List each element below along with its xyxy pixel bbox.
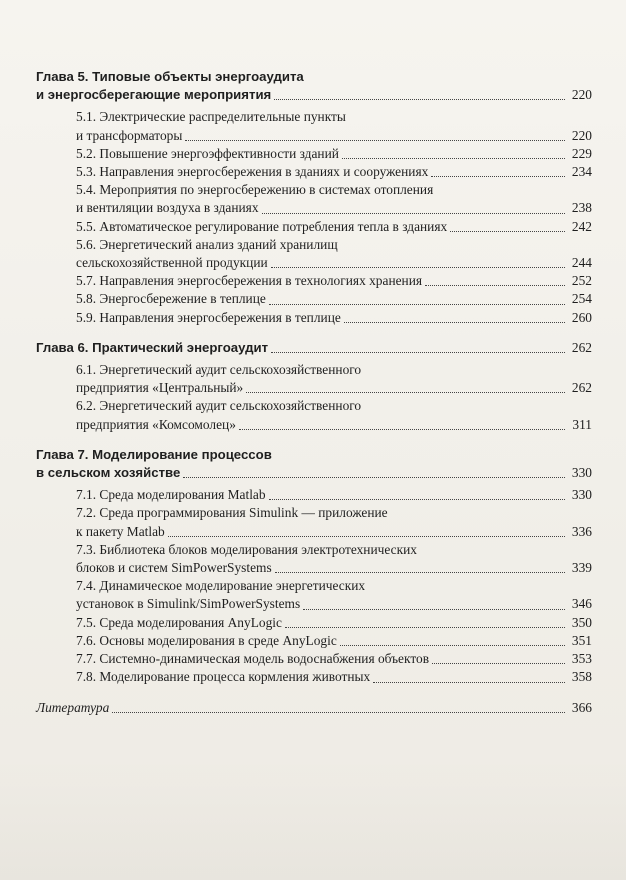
chapter-title-line bbox=[36, 86, 592, 104]
leader-dots bbox=[262, 213, 565, 214]
leader-dots bbox=[274, 99, 565, 100]
chapter-heading bbox=[36, 446, 592, 482]
section-line bbox=[36, 361, 592, 379]
chapter-title-text: в сельском хозяйстве bbox=[36, 465, 181, 481]
section-line bbox=[36, 127, 592, 145]
table-of-contents bbox=[36, 68, 592, 729]
section-entry bbox=[36, 181, 592, 217]
section-text: 5.6. Энергетический анализ зданий хранилищ bbox=[76, 236, 338, 252]
section-line bbox=[36, 541, 592, 559]
section-entry bbox=[36, 614, 592, 632]
leader-dots bbox=[183, 477, 565, 478]
leader-dots bbox=[168, 536, 565, 537]
literature-entry bbox=[36, 699, 592, 717]
section-entry bbox=[36, 504, 592, 540]
page-number: 353 bbox=[571, 651, 592, 667]
literature-line bbox=[36, 699, 592, 717]
section-entry bbox=[36, 309, 592, 327]
section-text: и трансформаторы bbox=[76, 127, 183, 143]
section-text: установок в Simulink/SimPowerSystems bbox=[76, 596, 301, 612]
leader-dots bbox=[450, 231, 565, 232]
section-text: 5.7. Направления энергосбережения в технологиях хранения bbox=[76, 273, 423, 289]
section-text: и вентиляции воздуха в зданиях bbox=[76, 200, 259, 216]
section-text: 5.4. Мероприятия по энергосбережению в системах отопления bbox=[76, 182, 434, 198]
section-line bbox=[36, 163, 592, 181]
section-line bbox=[36, 614, 592, 632]
section-line bbox=[36, 218, 592, 236]
page-number: 330 bbox=[571, 487, 592, 503]
leader-dots bbox=[271, 267, 565, 268]
section-entry bbox=[36, 650, 592, 668]
chapter-title-text: и энергосберегающие мероприятия bbox=[36, 87, 272, 103]
section-text: 5.3. Направления энергосбережения в зданиях и сооружениях bbox=[76, 164, 429, 180]
chapter-title-text: Глава 6. Практический энергоаудит bbox=[36, 339, 269, 355]
section-text: 5.9. Направления энергосбережения в теплице bbox=[76, 309, 341, 325]
page-number: 238 bbox=[571, 200, 592, 216]
section-entry bbox=[36, 361, 592, 397]
leader-dots bbox=[431, 176, 565, 177]
leader-dots bbox=[303, 609, 565, 610]
section-line bbox=[36, 272, 592, 290]
section-text: 6.2. Энергетический аудит сельскохозяйственного bbox=[76, 398, 362, 414]
section-text: к пакету Matlab bbox=[76, 523, 165, 539]
section-text: 7.4. Динамическое моделирование энергетических bbox=[76, 578, 366, 594]
leader-dots bbox=[432, 663, 565, 664]
chapter-title-line bbox=[36, 339, 592, 357]
section-text: предприятия «Центральный» bbox=[76, 380, 244, 396]
leader-dots bbox=[239, 429, 565, 430]
chapter-block bbox=[36, 68, 592, 327]
page-number: 244 bbox=[571, 255, 592, 271]
section-entry bbox=[36, 397, 592, 433]
section-line bbox=[36, 416, 592, 434]
chapter-title-text: Глава 5. Типовые объекты энергоаудита bbox=[36, 69, 304, 84]
section-entry bbox=[36, 668, 592, 686]
section-line bbox=[36, 145, 592, 163]
section-entry bbox=[36, 272, 592, 290]
section-line bbox=[36, 650, 592, 668]
section-line bbox=[36, 236, 592, 254]
page-number: 351 bbox=[571, 632, 592, 648]
section-text: предприятия «Комсомолец» bbox=[76, 416, 236, 432]
section-line bbox=[36, 290, 592, 308]
leader-dots bbox=[275, 572, 565, 573]
section-entry bbox=[36, 108, 592, 144]
leader-dots bbox=[269, 304, 565, 305]
section-line bbox=[36, 397, 592, 415]
page-number: 339 bbox=[571, 560, 592, 576]
page-number: 252 bbox=[571, 273, 592, 289]
leader-dots bbox=[269, 499, 565, 500]
chapter-title-line bbox=[36, 446, 592, 464]
page-number: 311 bbox=[572, 416, 592, 432]
leader-dots bbox=[246, 392, 565, 393]
section-line bbox=[36, 309, 592, 327]
page-number: 260 bbox=[571, 309, 592, 325]
chapter-block bbox=[36, 339, 592, 434]
section-line bbox=[36, 254, 592, 272]
page-number: 358 bbox=[571, 669, 592, 685]
leader-dots bbox=[285, 627, 565, 628]
page-number: 262 bbox=[571, 339, 592, 355]
leader-dots bbox=[344, 322, 565, 323]
page-number: 262 bbox=[571, 380, 592, 396]
section-text: 6.1. Энергетический аудит сельскохозяйственного bbox=[76, 362, 362, 378]
leader-dots bbox=[425, 285, 565, 286]
chapter-title-text: Глава 7. Моделирование процессов bbox=[36, 446, 272, 462]
section-entry bbox=[36, 486, 592, 504]
section-line bbox=[36, 108, 592, 126]
section-text: 7.5. Среда моделирования AnyLogic bbox=[76, 614, 282, 630]
section-entry bbox=[36, 577, 592, 613]
section-text: сельскохозяйственной продукции bbox=[76, 255, 268, 271]
page-number: 229 bbox=[571, 145, 592, 161]
leader-dots bbox=[112, 712, 565, 713]
page-number: 346 bbox=[571, 596, 592, 612]
page-number: 220 bbox=[571, 127, 592, 143]
page-number: 242 bbox=[571, 218, 592, 234]
section-text: 7.8. Моделирование процесса кормления животных bbox=[76, 669, 371, 685]
section-line bbox=[36, 668, 592, 686]
section-entry bbox=[36, 290, 592, 308]
leader-dots bbox=[342, 158, 565, 159]
section-text: 5.5. Автоматическое регулирование потребления тепла в зданиях bbox=[76, 218, 448, 234]
section-line bbox=[36, 379, 592, 397]
literature-title: Литература bbox=[36, 699, 110, 715]
section-line bbox=[36, 181, 592, 199]
section-entry bbox=[36, 236, 592, 272]
section-line bbox=[36, 632, 592, 650]
leader-dots bbox=[373, 682, 565, 683]
page-number: 336 bbox=[571, 523, 592, 539]
section-line bbox=[36, 199, 592, 217]
page-number: 330 bbox=[571, 465, 592, 481]
page-shading bbox=[0, 760, 626, 880]
section-line bbox=[36, 577, 592, 595]
chapter-heading bbox=[36, 339, 592, 357]
chapter-title-line bbox=[36, 464, 592, 482]
section-line bbox=[36, 559, 592, 577]
chapter-heading bbox=[36, 68, 592, 104]
leader-dots bbox=[271, 352, 565, 353]
section-text: 5.2. Повышение энергоэффективности зданий bbox=[76, 145, 339, 161]
section-text: 5.1. Электрические распределительные пункты bbox=[76, 109, 346, 125]
leader-dots bbox=[185, 140, 565, 141]
page-number: 220 bbox=[571, 87, 592, 103]
section-entry bbox=[36, 145, 592, 163]
page-number: 254 bbox=[571, 291, 592, 307]
section-line bbox=[36, 595, 592, 613]
page-number: 366 bbox=[571, 699, 592, 715]
chapter-title-line bbox=[36, 68, 592, 86]
page-number: 350 bbox=[571, 614, 592, 630]
section-text: 7.2. Среда программирования Simulink — приложение bbox=[76, 505, 388, 521]
chapter-block bbox=[36, 446, 592, 687]
section-line bbox=[36, 486, 592, 504]
section-line bbox=[36, 504, 592, 522]
section-text: блоков и систем SimPowerSystems bbox=[76, 560, 272, 576]
section-text: 7.7. Системно-динамическая модель водоснабжения объектов bbox=[76, 651, 430, 667]
section-text: 5.8. Энергосбережение в теплице bbox=[76, 291, 266, 307]
section-entry bbox=[36, 541, 592, 577]
section-text: 7.6. Основы моделирования в среде AnyLogic bbox=[76, 632, 337, 648]
section-line bbox=[36, 523, 592, 541]
section-entry bbox=[36, 163, 592, 181]
section-entry bbox=[36, 632, 592, 650]
leader-dots bbox=[340, 645, 565, 646]
section-entry bbox=[36, 218, 592, 236]
section-text: 7.3. Библиотека блоков моделирования электротехнических bbox=[76, 541, 417, 557]
page-number: 234 bbox=[571, 164, 592, 180]
section-text: 7.1. Среда моделирования Matlab bbox=[76, 487, 266, 503]
